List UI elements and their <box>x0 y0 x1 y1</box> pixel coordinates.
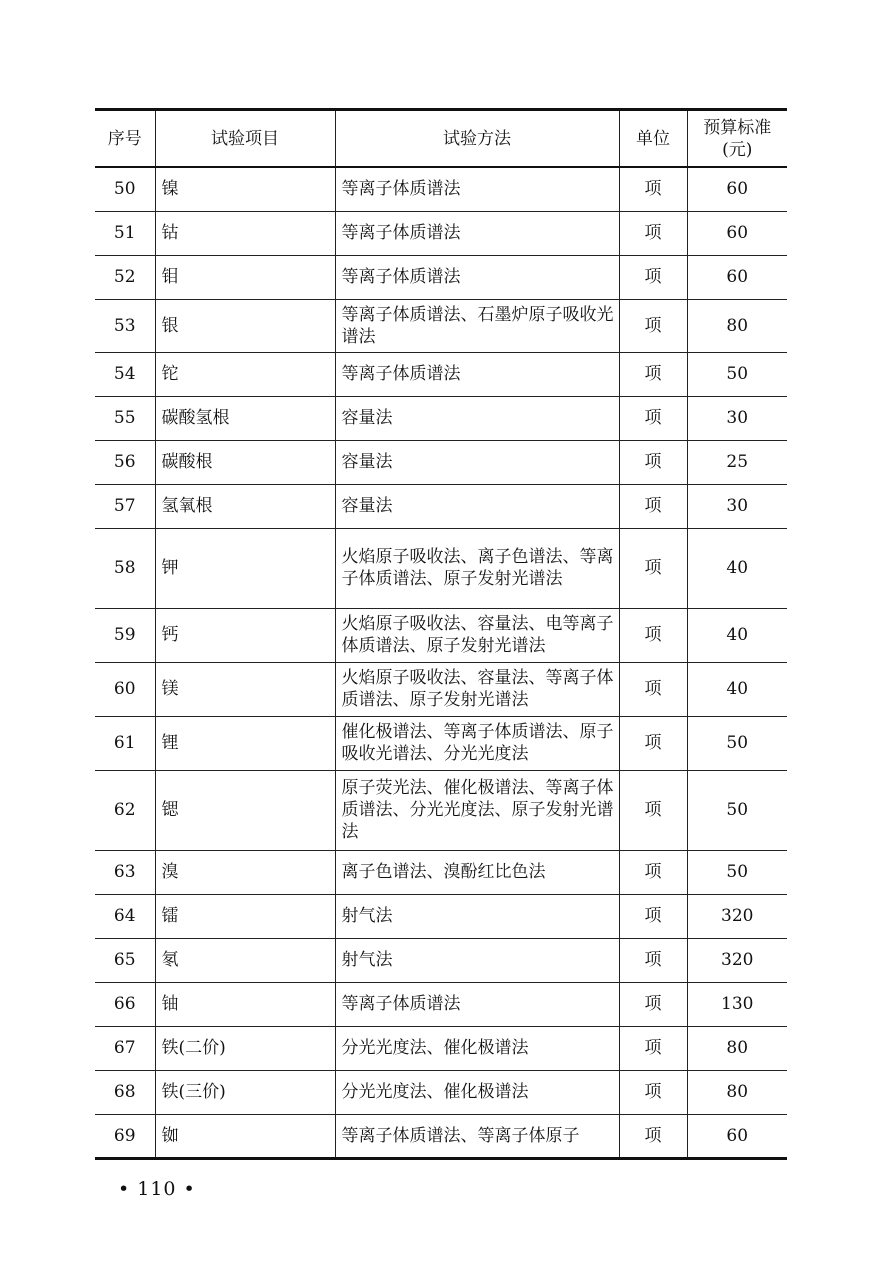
table-row <box>95 1026 787 1070</box>
row-test-method: 容量法 <box>335 440 619 484</box>
table-row <box>95 396 787 440</box>
row-test-item: 氡 <box>155 938 335 982</box>
row-test-item: 银 <box>155 299 335 352</box>
row-budget-price: 80 <box>687 1026 787 1070</box>
budget-table-container <box>95 108 787 1160</box>
row-test-item: 溴 <box>155 850 335 894</box>
row-test-item: 钴 <box>155 211 335 255</box>
table-row <box>95 850 787 894</box>
row-num: 52 <box>95 255 155 299</box>
row-test-method: 容量法 <box>335 484 619 528</box>
row-unit: 项 <box>619 167 687 211</box>
row-budget-price: 60 <box>687 255 787 299</box>
row-budget-price: 30 <box>687 396 787 440</box>
row-test-method: 分光光度法、催化极谱法 <box>335 1026 619 1070</box>
row-test-method: 射气法 <box>335 938 619 982</box>
row-num: 69 <box>95 1114 155 1158</box>
row-num: 66 <box>95 982 155 1026</box>
row-num: 55 <box>95 396 155 440</box>
row-unit: 项 <box>619 1070 687 1114</box>
row-test-method: 原子荧光法、催化极谱法、等离子体质谱法、分光光度法、原子发射光谱法 <box>335 770 619 850</box>
row-num: 59 <box>95 608 155 662</box>
row-test-method: 射气法 <box>335 894 619 938</box>
row-budget-price: 50 <box>687 850 787 894</box>
row-test-item: 镁 <box>155 662 335 716</box>
table-row <box>95 484 787 528</box>
row-budget-price: 130 <box>687 982 787 1026</box>
table-row <box>95 211 787 255</box>
row-num: 64 <box>95 894 155 938</box>
budget-table <box>95 108 787 1160</box>
header-price <box>687 110 787 168</box>
row-test-method: 等离子体质谱法 <box>335 255 619 299</box>
row-unit: 项 <box>619 608 687 662</box>
row-unit: 项 <box>619 528 687 608</box>
row-num: 58 <box>95 528 155 608</box>
row-test-method: 等离子体质谱法 <box>335 982 619 1026</box>
row-budget-price: 40 <box>687 608 787 662</box>
row-test-method: 容量法 <box>335 396 619 440</box>
row-test-method: 离子色谱法、溴酚红比色法 <box>335 850 619 894</box>
row-num: 57 <box>95 484 155 528</box>
row-budget-price: 25 <box>687 440 787 484</box>
row-test-item: 碳酸氢根 <box>155 396 335 440</box>
row-test-item: 锂 <box>155 716 335 770</box>
row-test-method: 等离子体质谱法 <box>335 167 619 211</box>
row-test-method: 火焰原子吸收法、容量法、等离子体质谱法、原子发射光谱法 <box>335 662 619 716</box>
row-unit: 项 <box>619 1026 687 1070</box>
row-num: 53 <box>95 299 155 352</box>
row-num: 60 <box>95 662 155 716</box>
row-test-item: 铁(二价) <box>155 1026 335 1070</box>
table-row <box>95 1070 787 1114</box>
row-num: 51 <box>95 211 155 255</box>
row-num: 67 <box>95 1026 155 1070</box>
row-unit: 项 <box>619 1114 687 1158</box>
row-num: 68 <box>95 1070 155 1114</box>
row-test-item: 碳酸根 <box>155 440 335 484</box>
table-row <box>95 938 787 982</box>
row-num: 63 <box>95 850 155 894</box>
row-budget-price: 50 <box>687 352 787 396</box>
row-unit: 项 <box>619 352 687 396</box>
row-test-method: 火焰原子吸收法、离子色谱法、等离子体质谱法、原子发射光谱法 <box>335 528 619 608</box>
header-price-line2: (元) <box>722 139 753 160</box>
row-num: 54 <box>95 352 155 396</box>
row-budget-price: 60 <box>687 167 787 211</box>
row-test-item: 钙 <box>155 608 335 662</box>
row-unit: 项 <box>619 484 687 528</box>
row-unit: 项 <box>619 938 687 982</box>
row-test-method: 分光光度法、催化极谱法 <box>335 1070 619 1114</box>
header-num: 序号 <box>95 110 155 168</box>
row-test-item: 镍 <box>155 167 335 211</box>
row-test-item: 氢氧根 <box>155 484 335 528</box>
table-row <box>95 440 787 484</box>
table-row <box>95 1114 787 1158</box>
row-test-method: 催化极谱法、等离子体质谱法、原子吸收光谱法、分光光度法 <box>335 716 619 770</box>
row-num: 65 <box>95 938 155 982</box>
row-num: 62 <box>95 770 155 850</box>
row-unit: 项 <box>619 211 687 255</box>
row-budget-price: 80 <box>687 299 787 352</box>
header-row <box>95 110 787 168</box>
header-price-line1: 预算标准 <box>703 117 772 138</box>
row-budget-price: 50 <box>687 716 787 770</box>
row-unit: 项 <box>619 662 687 716</box>
row-test-item: 铁(三价) <box>155 1070 335 1114</box>
row-unit: 项 <box>619 396 687 440</box>
row-budget-price: 30 <box>687 484 787 528</box>
row-test-method: 火焰原子吸收法、容量法、电等离子体质谱法、原子发射光谱法 <box>335 608 619 662</box>
table-row <box>95 255 787 299</box>
row-test-item: 钼 <box>155 255 335 299</box>
row-test-item: 铷 <box>155 1114 335 1158</box>
row-budget-price: 80 <box>687 1070 787 1114</box>
row-test-item: 镭 <box>155 894 335 938</box>
row-budget-price: 60 <box>687 211 787 255</box>
row-num: 50 <box>95 167 155 211</box>
table-row <box>95 528 787 608</box>
row-unit: 项 <box>619 770 687 850</box>
row-budget-price: 60 <box>687 1114 787 1158</box>
header-item: 试验项目 <box>155 110 335 168</box>
table-header <box>95 110 787 168</box>
table-row <box>95 167 787 211</box>
row-unit: 项 <box>619 440 687 484</box>
row-test-item: 钾 <box>155 528 335 608</box>
table-row <box>95 608 787 662</box>
row-num: 61 <box>95 716 155 770</box>
table-row <box>95 662 787 716</box>
table-row <box>95 716 787 770</box>
table-body <box>95 167 787 1158</box>
row-budget-price: 320 <box>687 894 787 938</box>
row-test-method: 等离子体质谱法、等离子体原子 <box>335 1114 619 1158</box>
row-test-item: 铀 <box>155 982 335 1026</box>
row-budget-price: 320 <box>687 938 787 982</box>
page-number: • 110 • <box>118 1178 196 1200</box>
table-row <box>95 299 787 352</box>
row-unit: 项 <box>619 255 687 299</box>
row-test-method: 等离子体质谱法 <box>335 211 619 255</box>
row-unit: 项 <box>619 850 687 894</box>
row-test-method: 等离子体质谱法、石墨炉原子吸收光谱法 <box>335 299 619 352</box>
row-unit: 项 <box>619 716 687 770</box>
row-unit: 项 <box>619 299 687 352</box>
row-unit: 项 <box>619 982 687 1026</box>
table-row <box>95 982 787 1026</box>
row-budget-price: 50 <box>687 770 787 850</box>
header-unit: 单位 <box>619 110 687 168</box>
row-budget-price: 40 <box>687 528 787 608</box>
row-test-item: 铊 <box>155 352 335 396</box>
row-unit: 项 <box>619 894 687 938</box>
table-row <box>95 352 787 396</box>
row-test-method: 等离子体质谱法 <box>335 352 619 396</box>
row-budget-price: 40 <box>687 662 787 716</box>
row-num: 56 <box>95 440 155 484</box>
table-row <box>95 894 787 938</box>
row-test-item: 锶 <box>155 770 335 850</box>
table-row <box>95 770 787 850</box>
header-method: 试验方法 <box>335 110 619 168</box>
